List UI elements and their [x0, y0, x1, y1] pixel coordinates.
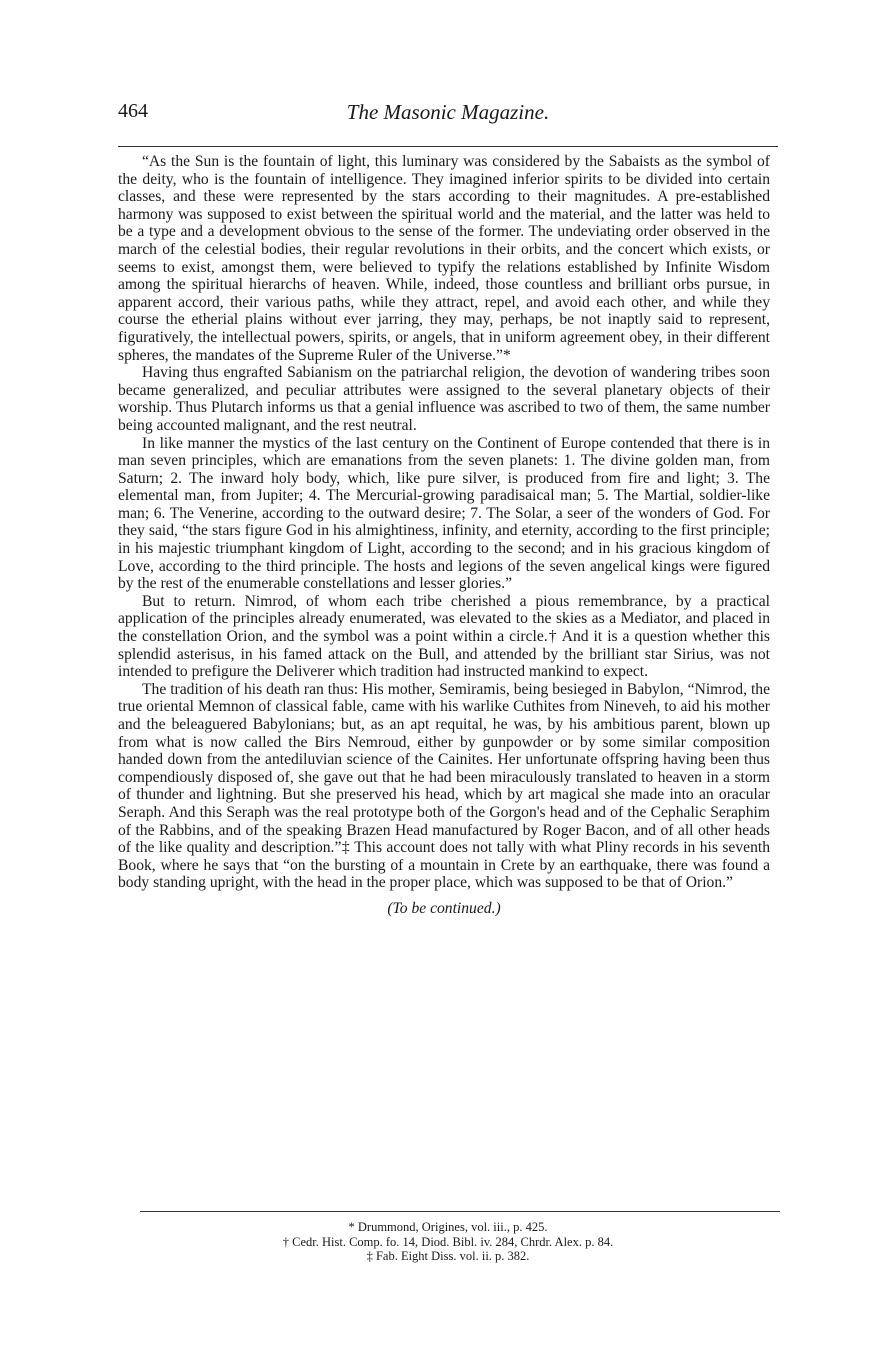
page-number: 464 — [118, 100, 148, 122]
footnote: * Drummond, Origines, vol. iii., p. 425. — [348, 1220, 548, 1234]
paragraph: The tradition of his death ran thus: His mother, Semiramis, being besieged in Babylon, “Nimrod, the true oriental Memnon of classical fable, came with his warlike Cuthites from Nineveh, to aid his mother and the beleaguered Babylonians; but, as an apt requital, he was, by his ambitious parent, blown up from what is now called the Birs Nemroud, either by gunpowder or by some similar composition handed down from the antediluvian science of the Cainites. Her unfortunate offspring having been thus compendiously disposed of, she gave out that he had been miraculously translated to heaven in a storm of thunder and lightning. But she preserved his head, which by art magical she made into an oracular Seraph. And this Seraph was the real prototype both of the Gorgon's head and of the Cephalic Seraphim of the Rabbins, and of the speaking Brazen Head manufactured by Roger Bacon, and of all other heads of the like quality and description.”‡ This account does not tally with what Pliny records in his seventh Book, where he says that “on the bursting of a mountain in Crete by an earthquake, there was found a body standing upright, with the head in the proper place, which was supposed to be that of Orion.” — [118, 680, 770, 892]
paragraph: In like manner the mystics of the last century on the Continent of Europe contended that there is in man seven principles, which are emanations from the seven planets: 1. The divine golden man, from Saturn; 2. The inward holy body, which, like pure silver, is produced from fire and light; 3. The elemental man, from Jupiter; 4. The Mercurial-growing paradisaical man; 5. The Martial, soldier-like man; 6. The Venerine, according to the outward desire; 7. The Solar, a seer of the wonders of God. For they said, “the stars figure God in his almightiness, infinity, and eternity, according to the first principle; in his majestic triumphant kingdom of Light, according to the second; and in his gracious kingdom of Love, according to the third principle. The hosts and legions of the seven angelical kings were figured by the rest of the enumerable constellations and lesser glories.” — [118, 434, 770, 593]
footnote: † Cedr. Hist. Comp. fo. 14, Diod. Bibl. iv. 284, Chrdr. Alex. p. 84. — [282, 1234, 614, 1249]
footnote: ‡ Fab. Eight Diss. vol. ii. p. 382. — [366, 1249, 530, 1263]
footnotes — [118, 1220, 778, 1264]
paragraph: But to return. Nimrod, of whom each tribe cherished a pious remembrance, by a practical application of the principles already enumerated, was elevated to the skies as a Mediator, and placed in the constellation Orion, and the symbol was a point within a circle.† And it is a question whether this splendid asterisus, in his famed attack on the Bull, and attended by the brilliant star Sirius, was not intended to prefigure the Deliverer which tradition had instructed mankind to expect. — [118, 592, 770, 681]
to-be-continued: (To be continued.) — [387, 899, 501, 917]
paragraph: Having thus engrafted Sabianism on the patriarchal religion, the devotion of wandering tribes soon became generalized, and peculiar attributes were assigned to the several planetary objects of their worship. Thus Plutarch informs us that a genial influence was ascribed to two of them, the same number being accounted malignant, and the rest neutral. — [118, 364, 770, 434]
page-header — [118, 100, 778, 134]
paragraph: “As the Sun is the fountain of light, this luminary was considered by the Sabaists as the symbol of the deity, who is the fountain of intelligence. They imagined inferior spirits to be divided into certain classes, and these were represented by the stars according to their magnitudes. A pre-established harmony was supposed to exist between the spiritual world and the material, and the latter was held to be a type and a development obvious to the sense of the former. The undeviating order observed in the march of the celestial bodies, their regular revolutions in their orbits, and the concert which exists, or seems to exist, amongst them, were believed to typify the relations established by Infinite Wisdom among the spiritual hierarchs of heaven. While, indeed, those countless and brilliant orbs pursue, in apparent accord, their various paths, while they attract, repel, and avoid each other, and while they course the etherial plains without ever jarring, they may, perhaps, be not inaptly said to represent, figuratively, the intellectual powers, spirits, or angels, that in uniform agreement obey, in their different spheres, the mandates of the Supreme Ruler of the Universe.”* — [118, 153, 770, 364]
header-rule — [118, 146, 778, 147]
article-body — [118, 153, 770, 918]
footnote-rule — [140, 1211, 780, 1212]
magazine-title: The Masonic Magazine. — [346, 100, 550, 124]
